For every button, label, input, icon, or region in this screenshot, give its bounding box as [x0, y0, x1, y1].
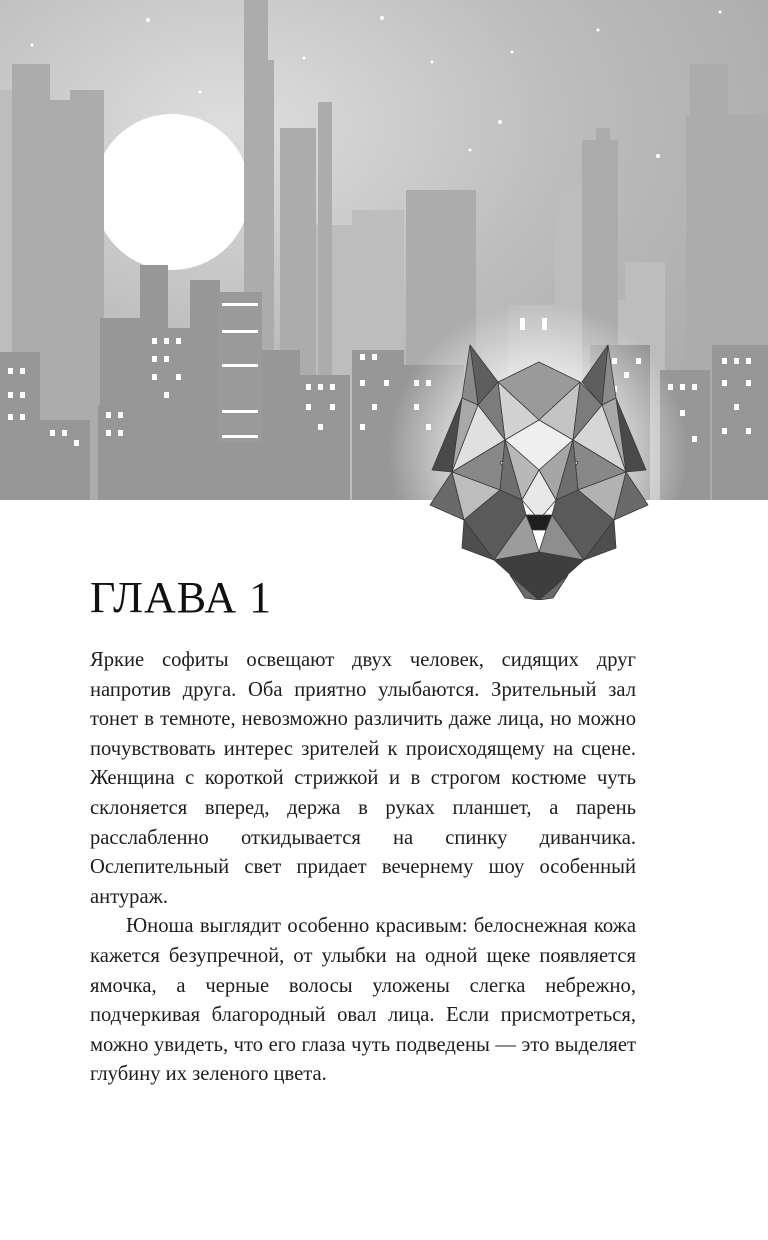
header-illustration [0, 0, 768, 600]
moon [94, 114, 250, 270]
chapter-body [90, 646, 636, 1090]
paragraph: Яркие софиты освещают двух человек, сидящих друг напротив друга. Оба приятно улыбаются. Зрительный зал тонет в темноте, невозможно различить даже лица, но можно почувствовать интерес зрителей к происходящему на сцене. Женщина с короткой стрижкой и в строгом костюме чуть склоняется вперед, держа в руках планшет, а парень расслабленно откидывается на спинку диванчика. Ослепительный свет придает вечернему шоу особенный антураж. [90, 649, 636, 908]
chapter-title: ГЛАВА 1 [90, 573, 273, 622]
paragraph: Юноша выглядит особенно красивым: белоснежная кожа кажется безупречной, от улыбки на одной щеке появляется ямочка, а черные волосы уложены слегка небрежно, подчеркивая благородный овал лица. Если присмотреться, можно увидеть, что его глаза чуть подведены — это выделяет глубину их зеленого цвета. [90, 915, 636, 1086]
